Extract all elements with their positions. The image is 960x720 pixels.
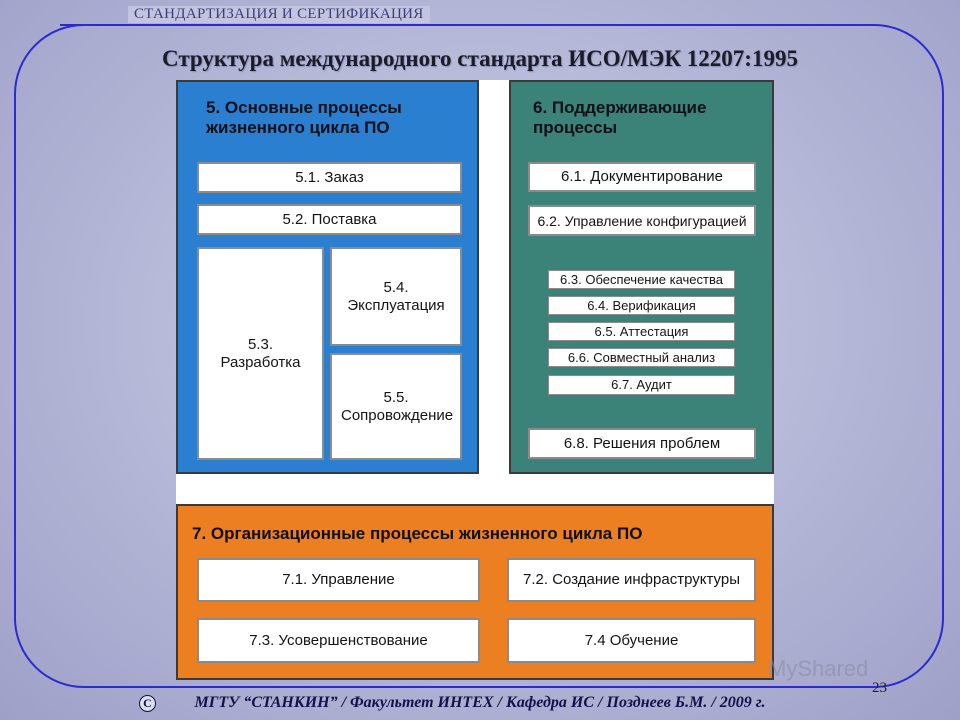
process-6-5: 6.5. Аттестация — [548, 322, 735, 341]
process-6-7: 6.7. Аудит — [548, 375, 735, 395]
course-label: СТАНДАРТИЗАЦИЯ И СЕРТИФИКАЦИЯ — [128, 6, 430, 23]
process-6-6: 6.6. Совместный анализ — [548, 348, 735, 367]
process-6-1: 6.1. Документирование — [528, 162, 756, 192]
slide-title: Структура международного стандарта ИСО/МЭК 12207:1995 — [162, 46, 798, 71]
process-6-4: 6.4. Верификация — [548, 296, 735, 315]
page-number: 23 — [872, 680, 887, 696]
header-rule — [60, 24, 128, 26]
watermark-logo: MyShared — [768, 656, 869, 681]
process-7-1: 7.1. Управление — [197, 558, 480, 602]
process-7-2: 7.2. Создание инфраструктуры — [507, 558, 756, 602]
process-5-3 — [197, 247, 324, 460]
process-5-4-label: 5.4. Эксплуатация — [347, 278, 445, 314]
footer-text: МГТУ “СТАНКИН” / Факультет ИНТЕХ / Кафедра ИС / Позднеев Б.М. / 2009 г. — [194, 694, 766, 711]
process-5-1: 5.1. Заказ — [197, 162, 462, 193]
organizational-processes-title: 7. Организационные процессы жизненного цикла ПО — [192, 524, 643, 543]
process-5-5-label: 5.5. Сопровождение — [341, 388, 454, 424]
primary-processes-title: 5. Основные процессы жизненного цикла ПО — [206, 98, 402, 137]
process-5-3-label: 5.3. Разработка — [220, 335, 301, 371]
process-7-4: 7.4 Обучение — [507, 618, 756, 663]
process-6-2: 6.2. Управление конфигурацией — [528, 205, 756, 236]
process-5-5 — [330, 353, 462, 460]
process-5-2: 5.2. Поставка — [197, 204, 462, 235]
process-6-8: 6.8. Решения проблем — [528, 428, 756, 459]
process-5-4 — [330, 247, 462, 346]
copyright-icon: С — [139, 695, 156, 712]
process-6-3: 6.3. Обеспечение качества — [548, 270, 735, 289]
process-7-3: 7.3. Усовершенствование — [197, 618, 480, 663]
supporting-processes-title: 6. Поддерживающие процессы — [533, 98, 707, 137]
